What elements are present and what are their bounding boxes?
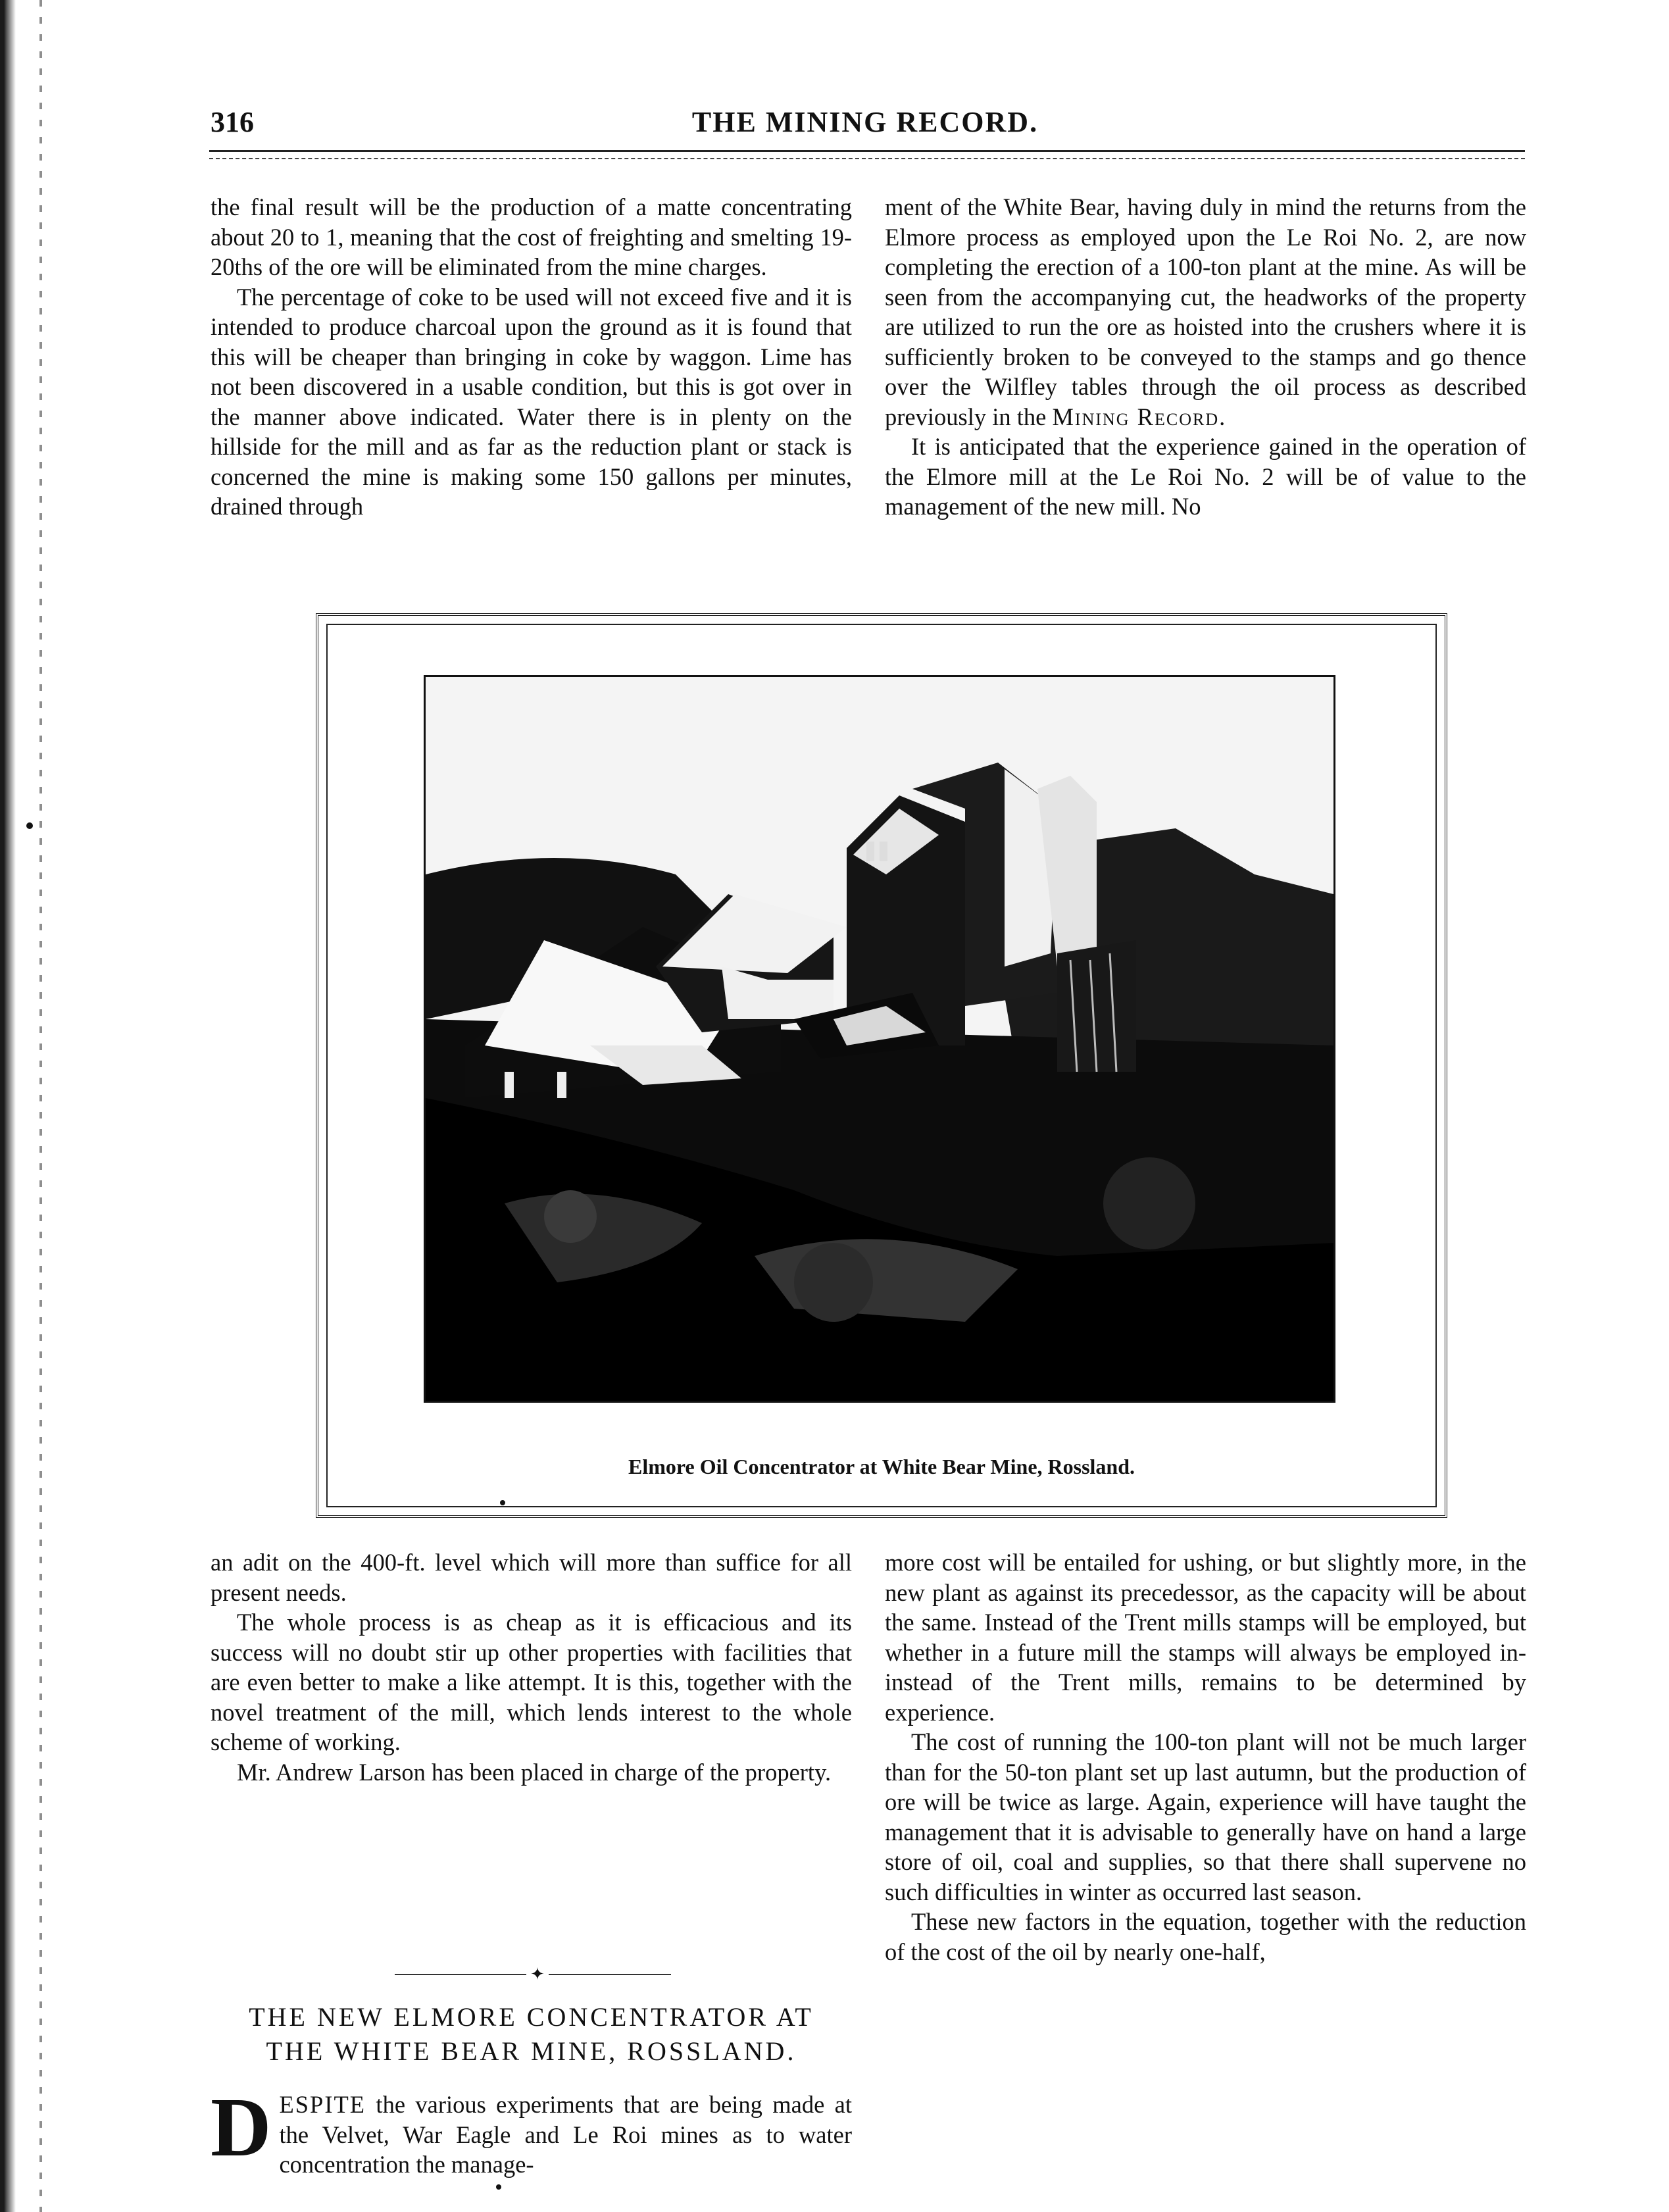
- divider-ornament: ✦: [526, 1965, 549, 1984]
- column-bottom-right: [885, 1547, 1526, 2205]
- illustration-caption: Elmore Oil Concentrator at White Bear Mine, Rossland.: [628, 1455, 1135, 1478]
- header-rule-dashed: [209, 158, 1525, 159]
- paragraph: the final result will be the production of a matte concentrating about 20 to 1, meaning that the cost of freighting and smelting 19-20ths of the ore will be eliminated from the mine charges.: [211, 193, 852, 280]
- page-header: [211, 105, 1520, 151]
- drop-cap: D: [211, 2080, 272, 2174]
- paragraph: an adit on the 400-ft. level which will more than suffice for all present needs.: [211, 1549, 852, 1606]
- paragraph-text: the various experiments that are being made at the Velvet, War Eagle and Le Roi mines as to water concentration the manage-: [279, 2091, 852, 2178]
- column-top-left: [211, 192, 852, 574]
- paragraph: It is anticipated that the experience gained in the operation of the Elmore mill at the Le Roi No. 2 will be of value to the management of the new mill. No: [885, 433, 1526, 520]
- paragraph: more cost will be entailed for ushing, or but slightly more, in the new plant as against its precedessor, as the capacity will be about the same. Instead of the Trent mills stamps will be employed, but whether in a future mill the stamps will always be employed in-instead of the Trent mills, remains to be determined by experience.: [885, 1549, 1526, 1726]
- drop-cap-continuation: ESPITE: [279, 2091, 366, 2118]
- paragraph-text: ment of the White Bear, having duly in mind the returns from the Elmore process as employed upon the Le Roi No. 2, are now completing the erection of a 100-ton plant at the mine. As will be seen from the accompanying cut, the headworks of the property are utilized to run the ore as hoisted into the crushers where it is sufficiently broken to be conveyed to the stamps and go thence over the Wilfley tables through the oil process as described previously in the: [885, 193, 1526, 430]
- headline-line: THE NEW ELMORE CONCENTRATOR AT: [249, 2002, 814, 2032]
- article-headline: [211, 2000, 852, 2069]
- masthead-title: THE MINING RECORD.: [691, 106, 1039, 138]
- print-speck: [26, 822, 33, 829]
- paragraph: These new factors in the equation, together with the reduction of the cost of the oil by nearly one-half,: [885, 1908, 1526, 1965]
- article-opening-paragraph: [211, 2080, 852, 2180]
- headline-line: THE WHITE BEAR MINE, ROSSLAND.: [266, 2036, 797, 2066]
- mine-photograph: [424, 675, 1335, 1403]
- page-binding-edge: [0, 0, 16, 2212]
- print-speck: [496, 2184, 501, 2190]
- page-number: 316: [211, 106, 254, 138]
- column-top-right: [885, 192, 1526, 574]
- paragraph: The percentage of coke to be used will not exceed five and it is intended to produce charcoal upon the ground as it is found that this will be cheaper than bringing in coke by waggon. Lime has not been discovered in a usable condition, but this is got over in the manner above indicated. Water there is in plenty on the hillside for the mill and as far as the reduction plant or stack is concerned the mine is making some 150 gallons per minutes, drained through: [211, 283, 852, 520]
- illustration-plate: [316, 613, 1447, 1518]
- page-margin-marks: [39, 0, 42, 2212]
- paragraph: [885, 192, 1526, 432]
- header-rule: [209, 150, 1525, 152]
- paragraph: The whole process is as cheap as it is efficacious and its success will no doubt stir up other properties with facilities that are even better to make a like attempt. It is this, together with the novel treatment of the mill, which lends interest to the whole scheme of working.: [211, 1609, 852, 1755]
- print-speck: [500, 1500, 505, 1505]
- paragraph: Mr. Andrew Larson has been placed in charge of the property.: [237, 1758, 832, 1786]
- mine-photograph-image: [426, 677, 1333, 1401]
- publication-name: Mining Record.: [1052, 403, 1227, 430]
- paragraph: The cost of running the 100-ton plant will not be much larger than for the 50-ton plant set up last autumn, but the production of ore will be twice as large. Again, experience will have taught the management that it is advisable to generally have on hand a large store of oil, coal and supplies, so that there shall supervene no such difficulties in winter as occurred last season.: [885, 1728, 1526, 1905]
